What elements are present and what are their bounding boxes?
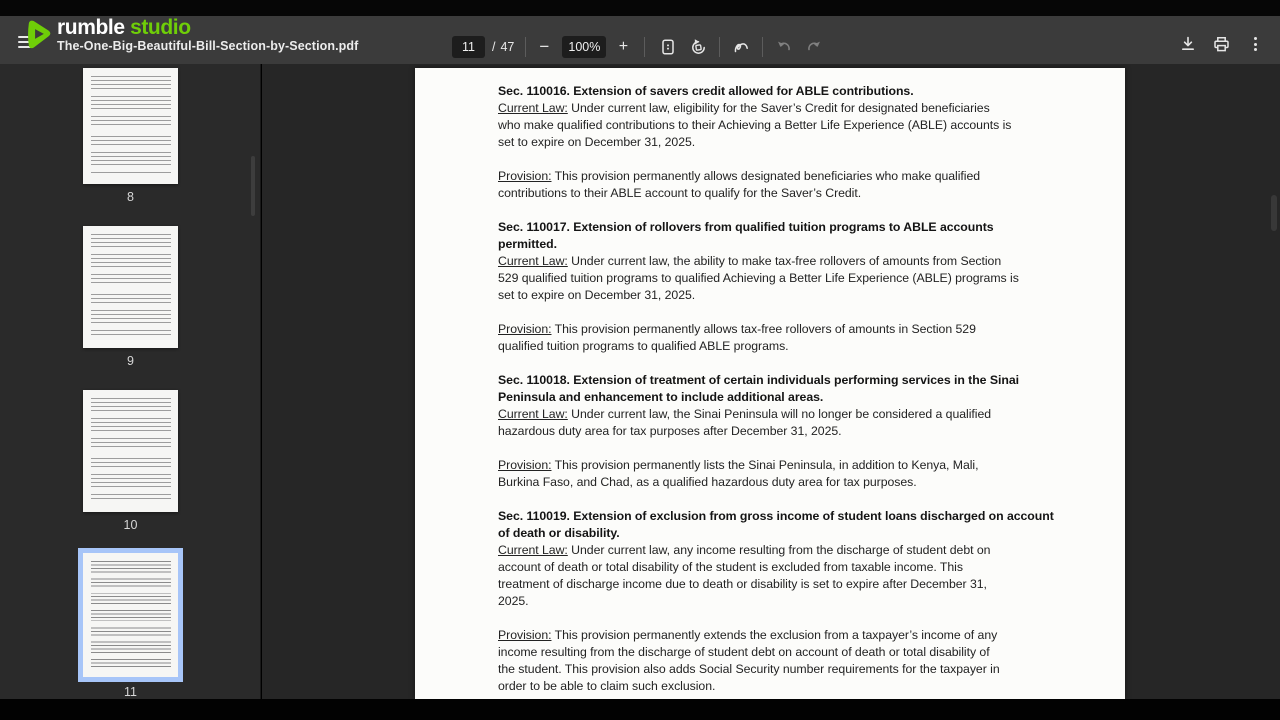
document-section — [498, 219, 1065, 355]
print-icon[interactable] — [1212, 35, 1231, 54]
section-paragraph — [498, 627, 1065, 695]
paragraph-line: Provision: This provision permanently allows designated beneficiaries who make qualified — [498, 169, 981, 183]
thumbnail-sidebar — [0, 64, 261, 699]
paragraph-label: Current Law: — [498, 101, 568, 115]
fit-to-page-icon[interactable] — [659, 38, 677, 56]
toolbar-divider — [644, 37, 645, 57]
thumbnail-page-number: 9 — [127, 354, 134, 368]
paragraph-label: Provision: — [498, 458, 552, 472]
section-heading-line: Sec. 110018. Extension of treatment of certain individuals performing services in the Sinai — [498, 373, 1019, 387]
paragraph-line: qualified tuition programs to qualified ABLE programs. — [498, 339, 789, 353]
toolbar-divider — [525, 37, 526, 57]
toolbar-divider — [719, 37, 720, 57]
section-paragraph — [498, 542, 1065, 610]
zoom-level-input[interactable]: 100% — [562, 36, 606, 58]
paragraph-line: income resulting from the discharge of student debt on account of death or total disability of — [498, 645, 990, 659]
paragraph-line: 2025. — [498, 594, 529, 608]
paragraph-line: contributions to their ABLE account to qualify for the Saver’s Credit. — [498, 186, 862, 200]
paragraph-line: Current Law: Under current law, the ability to make tax-free rollovers of amounts from Section — [498, 254, 1002, 268]
paragraph-line: Current Law: Under current law, eligibility for the Saver’s Credit for designated beneficiaries — [498, 101, 990, 115]
paragraph-line: order to be able to claim such exclusion. — [498, 679, 716, 693]
section-paragraph — [498, 253, 1065, 304]
section-paragraph — [498, 321, 1065, 355]
page-separator: / — [492, 40, 496, 54]
paragraph-line: Current Law: Under current law, any income resulting from the discharge of student debt on — [498, 543, 991, 557]
brand-secondary: studio — [130, 16, 191, 39]
undo-icon[interactable] — [775, 38, 793, 56]
three-dot-menu-icon[interactable] — [1246, 35, 1264, 53]
section-paragraph — [498, 168, 1065, 202]
paragraph-line: Burkina Faso, and Chad, as a qualified hazardous duty area for tax purposes. — [498, 475, 917, 489]
paragraph-line: set to expire on December 31, 2025. — [498, 135, 696, 149]
viewer-scrollbar[interactable] — [1271, 195, 1277, 231]
document-text — [415, 68, 1125, 695]
thumbnail-page-number: 10 — [123, 518, 138, 532]
paragraph-line: the student. This provision also adds Social Security number requirements for the taxpayer in — [498, 662, 1000, 676]
paragraph-line: hazardous duty area for tax purposes after December 31, 2025. — [498, 424, 842, 438]
viewer-content — [0, 64, 1280, 699]
toolbar-right-controls — [1179, 33, 1264, 55]
paragraph-label: Provision: — [498, 628, 552, 642]
document-section — [498, 508, 1065, 695]
brand-primary: rumble — [57, 16, 125, 39]
section-paragraph — [498, 100, 1065, 151]
pdf-toolbar — [0, 16, 1280, 64]
section-paragraph — [498, 457, 1065, 491]
paragraph-line: Provision: This provision permanently extends the exclusion from a taxpayer’s income of any — [498, 628, 998, 642]
toolbar-divider — [762, 37, 763, 57]
document-filename: The-One-Big-Beautiful-Bill-Section-by-Section.pdf — [57, 39, 359, 53]
thumbnail-page-number: 11 — [124, 685, 137, 699]
section-heading-line: Sec. 110019. Extension of exclusion from gross income of student loans discharged on account — [498, 509, 1054, 523]
paragraph-line: who make qualified contributions to their Achieving a Better Life Experience (ABLE) accounts is — [498, 118, 1012, 132]
rotate-counterclockwise-icon[interactable] — [689, 38, 708, 57]
document-page — [415, 68, 1125, 699]
bottom-letterbox-bar — [0, 699, 1280, 720]
section-heading-line: permitted. — [498, 237, 557, 251]
redo-icon[interactable] — [805, 38, 823, 56]
page-number-input[interactable]: 11 — [452, 36, 485, 58]
document-viewport — [262, 64, 1280, 699]
paragraph-line: account of death or total disability of the student is excluded from taxable income. This — [498, 560, 963, 574]
paragraph-label: Current Law: — [498, 407, 568, 421]
brand-name — [57, 17, 358, 39]
section-heading-line: Peninsula and enhancement to include additional areas. — [498, 390, 824, 404]
paragraph-line: set to expire on December 31, 2025. — [498, 288, 696, 302]
draw-annotate-icon[interactable] — [732, 38, 751, 57]
page-count — [492, 40, 514, 54]
toolbar-center-controls — [452, 35, 823, 59]
paragraph-line: treatment of discharge income due to death or disability is set to expire after December 31, — [498, 577, 987, 591]
zoom-in-button[interactable]: + — [618, 38, 629, 55]
thumbnail-page-number: 8 — [127, 190, 134, 204]
paragraph-label: Provision: — [498, 322, 552, 336]
section-heading-line: of death or disability. — [498, 526, 620, 540]
sidebar-scrollbar[interactable] — [251, 156, 255, 216]
paragraph-label: Current Law: — [498, 543, 568, 557]
section-heading-line: Sec. 110016. Extension of savers credit allowed for ABLE contributions. — [498, 84, 914, 98]
paragraph-line: 529 qualified tuition programs to qualified Achieving a Better Life Experience (ABLE) programs is — [498, 271, 1019, 285]
thumbnail-preview-lines — [91, 234, 171, 338]
section-heading-line: Sec. 110017. Extension of rollovers from qualified tuition programs to ABLE accounts — [498, 220, 994, 234]
section-paragraph — [498, 406, 1065, 440]
rumble-play-icon — [22, 17, 53, 52]
download-icon[interactable] — [1179, 35, 1197, 53]
paragraph-label: Provision: — [498, 169, 552, 183]
paragraph-line: Current Law: Under current law, the Sinai Peninsula will no longer be considered a qualified — [498, 407, 992, 421]
document-section — [498, 372, 1065, 491]
rumble-studio-logo — [22, 14, 358, 54]
paragraph-line: Provision: This provision permanently allows tax-free rollovers of amounts in Section 529 — [498, 322, 976, 336]
page-thumbnail-11[interactable] — [83, 553, 178, 677]
zoom-out-button[interactable]: − — [539, 37, 550, 56]
paragraph-line: Provision: This provision permanently lists the Sinai Peninsula, in addition to Kenya, Mali, — [498, 458, 979, 472]
total-pages: 47 — [500, 40, 515, 54]
top-letterbox-bar — [0, 0, 1280, 16]
thumbnail-preview-lines — [91, 561, 171, 667]
page-thumbnail-9[interactable] — [83, 226, 178, 348]
paragraph-label: Current Law: — [498, 254, 568, 268]
thumbnail-preview-lines — [91, 398, 171, 502]
document-section — [498, 83, 1065, 202]
thumbnail-preview-lines — [91, 76, 171, 174]
page-thumbnail-10[interactable] — [83, 390, 178, 512]
page-thumbnail-8[interactable] — [83, 68, 178, 184]
